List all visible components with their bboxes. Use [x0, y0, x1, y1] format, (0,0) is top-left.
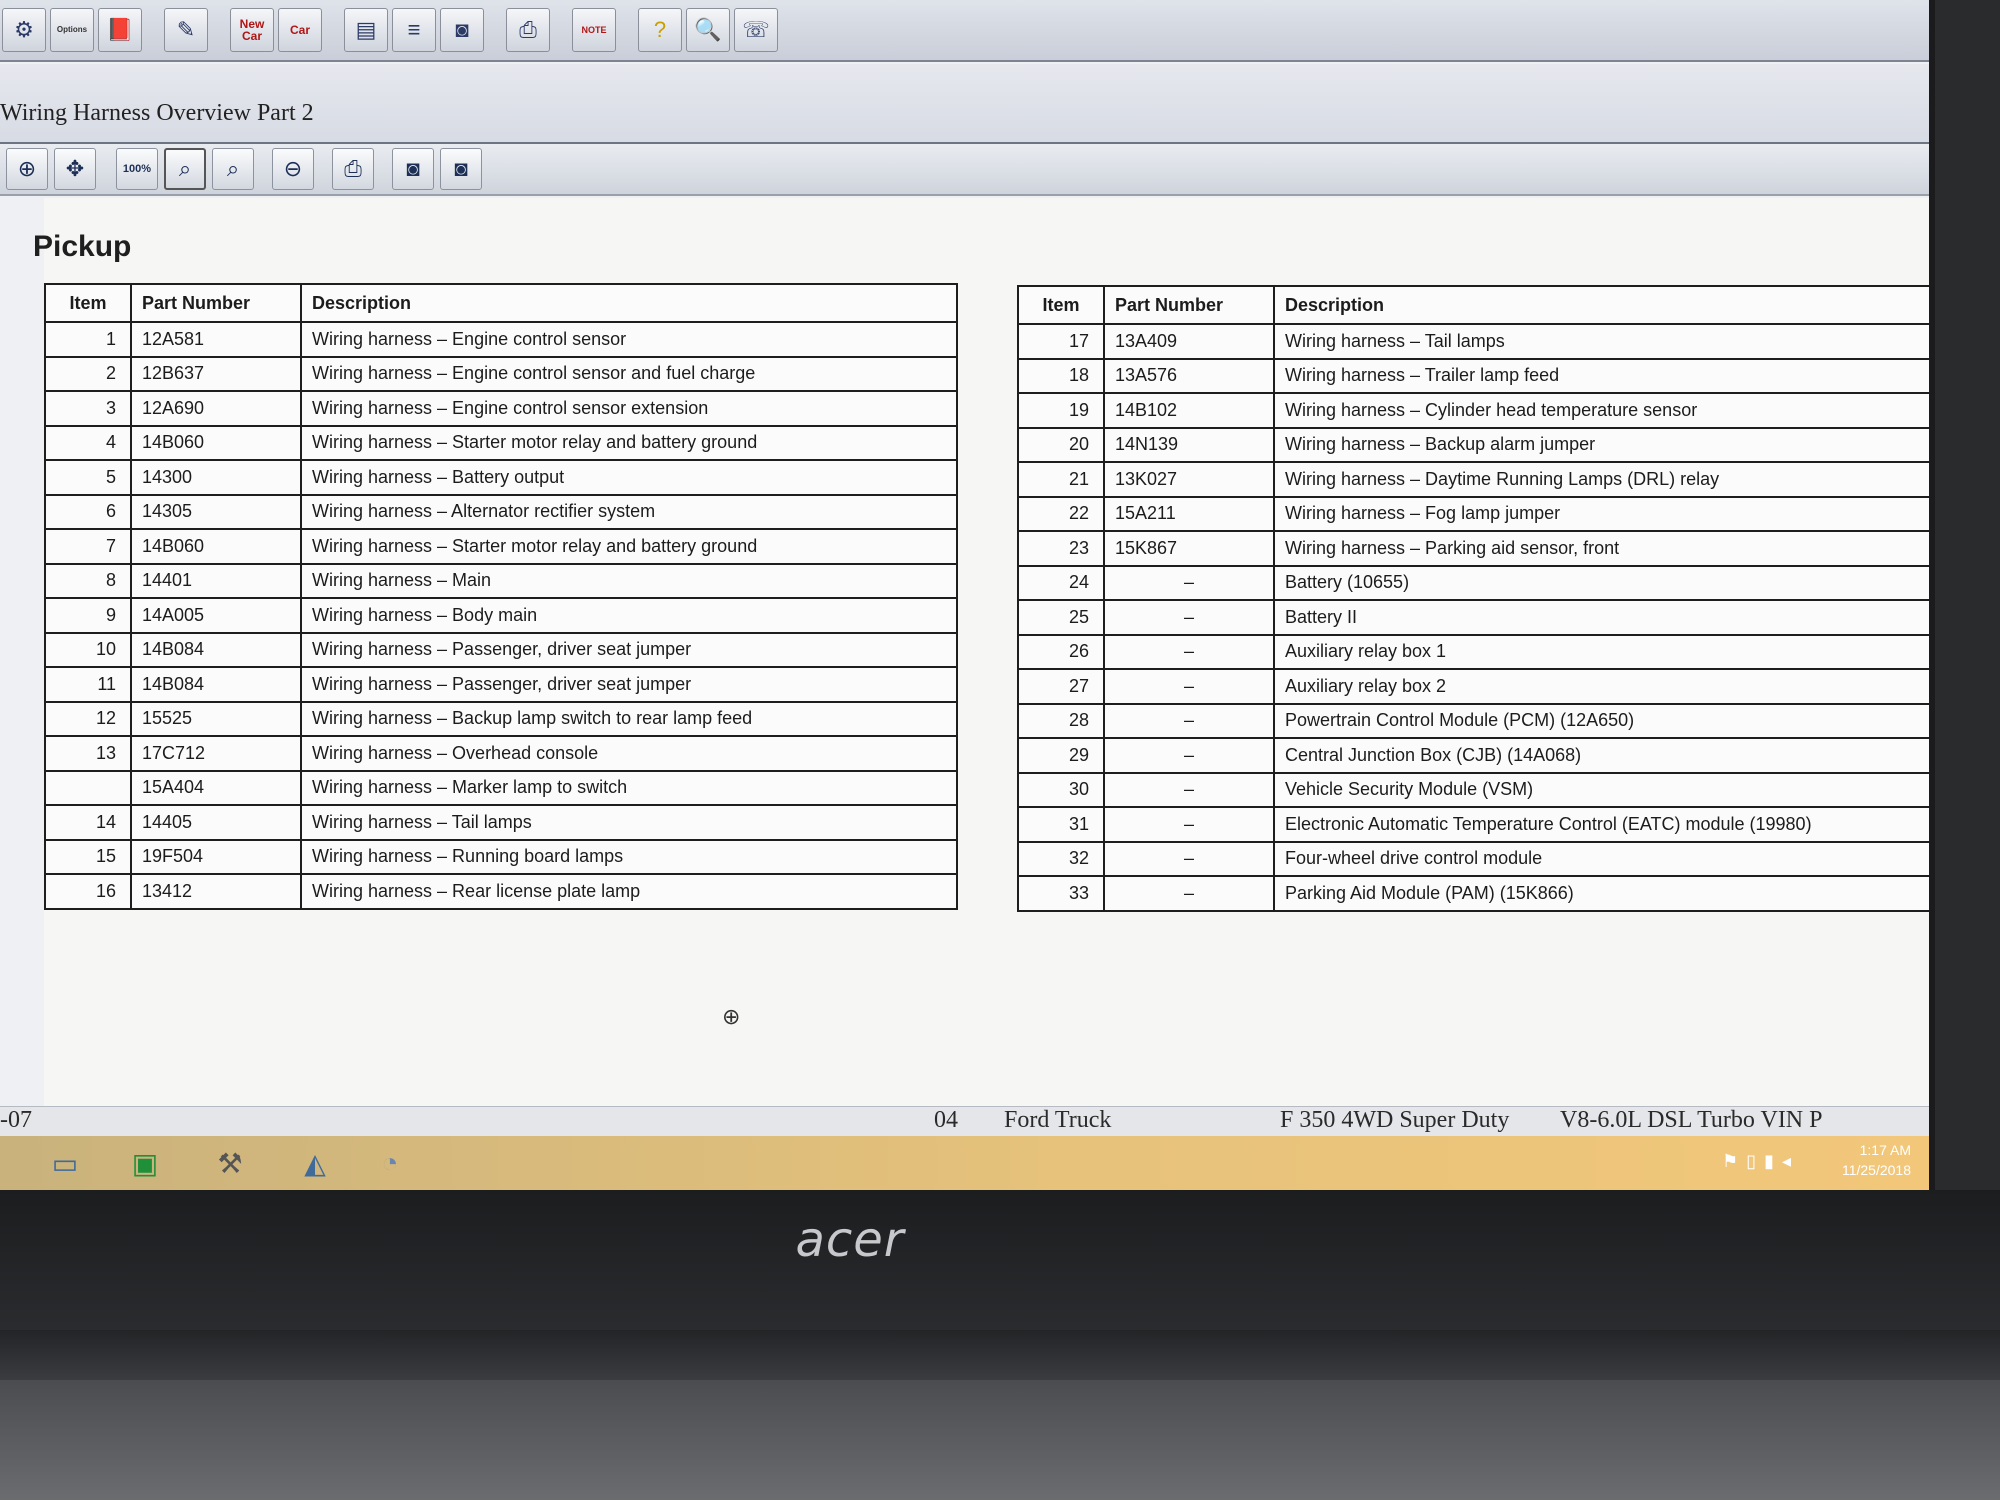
cell-part: 17C712 — [131, 736, 301, 771]
cell-desc: Wiring harness – Cylinder head temperature sensor — [1274, 393, 1935, 428]
cell-part: 12A690 — [131, 391, 301, 426]
cell-desc: Wiring harness – Marker lamp to switch — [301, 771, 957, 806]
document-list-icon[interactable]: ▤ — [344, 8, 388, 52]
taskbar — [0, 1136, 1929, 1190]
cell-desc: Electronic Automatic Temperature Control (EATC) module (19980) — [1274, 807, 1935, 842]
cell-desc: Wiring harness – Tail lamps — [301, 805, 957, 840]
cell-part: 12B637 — [131, 357, 301, 392]
cell-desc: Wiring harness – Parking aid sensor, front — [1274, 531, 1935, 566]
printer-icon[interactable]: ⎙ — [506, 8, 550, 52]
cell-part: 14B102 — [1104, 393, 1274, 428]
table-row — [1018, 359, 1935, 394]
zoom-out-icon[interactable]: ⊖ — [272, 148, 314, 190]
cell-item: 5 — [45, 460, 131, 495]
cell-part: 15525 — [131, 702, 301, 737]
file-explorer-icon[interactable]: ▭ — [51, 1147, 79, 1179]
cell-item: 19 — [1018, 393, 1104, 428]
cell-item: 3 — [45, 391, 131, 426]
cell-desc: Powertrain Control Module (PCM) (12A650) — [1274, 704, 1935, 739]
table-row — [1018, 324, 1935, 359]
cell-item: 9 — [45, 598, 131, 633]
printer-icon[interactable]: ⎙ — [332, 148, 374, 190]
cell-item: 23 — [1018, 531, 1104, 566]
cell-part: – — [1104, 600, 1274, 635]
cell-part: 14B060 — [131, 529, 301, 564]
column-header-part-number: Part Number — [131, 284, 301, 322]
cell-item: 4 — [45, 426, 131, 461]
section-title: Pickup — [33, 230, 132, 263]
table-row — [45, 391, 957, 426]
cell-part: 13A409 — [1104, 324, 1274, 359]
cell-desc: Wiring harness – Battery output — [301, 460, 957, 495]
app2-icon[interactable]: ◔ — [381, 1147, 399, 1178]
cell-desc: Wiring harness – Engine control sensor and fuel charge — [301, 357, 957, 392]
cell-desc: Wiring harness – Starter motor relay and battery ground — [301, 426, 957, 461]
table-row — [45, 702, 957, 737]
cell-part: 15A211 — [1104, 497, 1274, 532]
cell-part: 14B060 — [131, 426, 301, 461]
cell-desc: Battery II — [1274, 600, 1935, 635]
parts-table-left — [44, 283, 958, 910]
cell-item: 25 — [1018, 600, 1104, 635]
cell-item: 21 — [1018, 462, 1104, 497]
system-tray-icons[interactable]: ⚑▯▮◂ — [1722, 1151, 1799, 1171]
table-row — [1018, 566, 1935, 601]
status-make: Ford Truck — [1004, 1107, 1112, 1133]
cell-desc: Wiring harness – Rear license plate lamp — [301, 874, 957, 909]
cell-item: 22 — [1018, 497, 1104, 532]
cell-item: 31 — [1018, 807, 1104, 842]
parts-table-right — [1017, 285, 1935, 912]
column-header-description: Description — [1274, 286, 1935, 324]
new-car-icon[interactable] — [230, 8, 274, 52]
cell-item: 27 — [1018, 669, 1104, 704]
cell-item: 14 — [45, 805, 131, 840]
cell-desc: Wiring harness – Alternator rectifier system — [301, 495, 957, 530]
cell-part: 14A005 — [131, 598, 301, 633]
cell-part: – — [1104, 738, 1274, 773]
cell-part: 14305 — [131, 495, 301, 530]
cell-part: – — [1104, 669, 1274, 704]
status-year: 04 — [934, 1107, 958, 1133]
cell-item: 1 — [45, 322, 131, 357]
document-title: Wiring Harness Overview Part 2 — [0, 100, 314, 126]
camera-prev-icon[interactable]: ◙ — [392, 148, 434, 190]
camera-icon[interactable]: ◙ — [440, 8, 484, 52]
cell-part: – — [1104, 807, 1274, 842]
zoom-region-icon[interactable]: ⌕ — [212, 148, 254, 190]
cell-desc: Wiring harness – Tail lamps — [1274, 324, 1935, 359]
column-header-item: Item — [45, 284, 131, 322]
zoom-100-icon[interactable] — [116, 148, 158, 190]
app-icon[interactable]: ◭ — [304, 1147, 326, 1179]
column-header-item: Item — [1018, 286, 1104, 324]
table-row — [1018, 531, 1935, 566]
cell-item: 20 — [1018, 428, 1104, 463]
status-left: -07 — [0, 1107, 32, 1133]
table-row — [1018, 428, 1935, 463]
status-model: F 350 4WD Super Duty — [1280, 1107, 1510, 1133]
status-engine: V8-6.0L DSL Turbo VIN P — [1560, 1107, 1823, 1133]
cell-item: 24 — [1018, 566, 1104, 601]
cell-part: 13K027 — [1104, 462, 1274, 497]
table-row — [45, 840, 957, 875]
cell-item: 15 — [45, 840, 131, 875]
cell-part: 14N139 — [1104, 428, 1274, 463]
cell-desc: Wiring harness – Engine control sensor extension — [301, 391, 957, 426]
cell-item: 18 — [1018, 359, 1104, 394]
table-row — [1018, 876, 1935, 911]
table-row — [45, 426, 957, 461]
table-row — [1018, 773, 1935, 808]
table-row — [45, 598, 957, 633]
cell-item: 26 — [1018, 635, 1104, 670]
cell-desc: Wiring harness – Engine control sensor — [301, 322, 957, 357]
cell-item: 12 — [45, 702, 131, 737]
cell-item: 2 — [45, 357, 131, 392]
laptop-keyboard-deck — [0, 1380, 2000, 1500]
cell-desc: Four-wheel drive control module — [1274, 842, 1935, 877]
cell-item: 29 — [1018, 738, 1104, 773]
zoom-100-label: 100% — [122, 163, 152, 175]
cell-item: 16 — [45, 874, 131, 909]
table-row — [45, 460, 957, 495]
clock-date: 11/25/2018 — [1841, 1162, 1911, 1178]
view-toolbar — [0, 144, 1929, 196]
table-row — [45, 771, 957, 806]
laptop-brand-logo: acer — [795, 1212, 905, 1268]
car-label: Car — [289, 23, 310, 37]
cell-part: 14401 — [131, 564, 301, 599]
cell-part: – — [1104, 876, 1274, 911]
cell-desc: Auxiliary relay box 1 — [1274, 635, 1935, 670]
cell-item: 17 — [1018, 324, 1104, 359]
table-row — [45, 633, 957, 668]
table-row — [1018, 842, 1935, 877]
cell-part: – — [1104, 773, 1274, 808]
column-header-part-number: Part Number — [1104, 286, 1274, 324]
cell-desc: Wiring harness – Trailer lamp feed — [1274, 359, 1935, 394]
cell-part: 14B084 — [131, 633, 301, 668]
table-header — [1018, 286, 1935, 324]
cell-item: 33 — [1018, 876, 1104, 911]
book-icon[interactable]: 📕 — [98, 8, 142, 52]
car-service-icon[interactable]: ⚙ — [2, 8, 46, 52]
cell-desc: Wiring harness – Daytime Running Lamps (DRL) relay — [1274, 462, 1935, 497]
table-header — [45, 284, 957, 322]
table-row — [45, 805, 957, 840]
cell-desc: Wiring harness – Overhead console — [301, 736, 957, 771]
wrench-manual-icon[interactable]: ✎ — [164, 8, 208, 52]
table-row — [1018, 635, 1935, 670]
options-icon[interactable] — [50, 8, 94, 52]
main-toolbar — [0, 0, 1929, 62]
cell-part: 12A581 — [131, 322, 301, 357]
table-row — [45, 529, 957, 564]
cell-item: 13 — [45, 736, 131, 771]
table-row — [45, 667, 957, 702]
table-row — [1018, 704, 1935, 739]
cell-part: – — [1104, 635, 1274, 670]
table-row — [1018, 807, 1935, 842]
zoom-in-icon[interactable]: ⊕ — [6, 148, 48, 190]
laptop-hinge — [0, 1330, 2000, 1380]
note-label: NOTE — [581, 25, 607, 35]
cell-item: 30 — [1018, 773, 1104, 808]
text-align-icon[interactable]: ≡ — [392, 8, 436, 52]
table-row — [1018, 738, 1935, 773]
status-bar — [0, 1106, 1929, 1136]
cell-part: 14B084 — [131, 667, 301, 702]
cell-desc: Wiring harness – Body main — [301, 598, 957, 633]
zoom-cursor-icon: ⊕ — [722, 1004, 741, 1029]
cell-desc: Wiring harness – Passenger, driver seat jumper — [301, 633, 957, 668]
cell-desc: Central Junction Box (CJB) (14A068) — [1274, 738, 1935, 773]
fax-icon[interactable]: ☏ — [734, 8, 778, 52]
cell-desc: Wiring harness – Starter motor relay and battery ground — [301, 529, 957, 564]
cell-part: – — [1104, 566, 1274, 601]
cell-item: 11 — [45, 667, 131, 702]
cell-item: 8 — [45, 564, 131, 599]
cell-part: 13412 — [131, 874, 301, 909]
zoom-fit-icon[interactable]: ⌕ — [164, 148, 206, 190]
table-row — [1018, 600, 1935, 635]
cell-item: 28 — [1018, 704, 1104, 739]
table-row — [45, 564, 957, 599]
cell-item: 32 — [1018, 842, 1104, 877]
table-row — [1018, 497, 1935, 532]
cell-desc: Parking Aid Module (PAM) (15K866) — [1274, 876, 1935, 911]
cell-item: 10 — [45, 633, 131, 668]
table-row — [1018, 462, 1935, 497]
table-row — [45, 736, 957, 771]
note-icon[interactable] — [572, 8, 616, 52]
help-icon[interactable]: ? — [638, 8, 682, 52]
cell-part: – — [1104, 842, 1274, 877]
clock-time: 1:17 AM — [1859, 1142, 1911, 1158]
document-title-bar — [0, 64, 1929, 144]
cell-desc: Wiring harness – Passenger, driver seat jumper — [301, 667, 957, 702]
cell-desc: Wiring harness – Backup lamp switch to rear lamp feed — [301, 702, 957, 737]
table-row — [1018, 669, 1935, 704]
options-label: Options — [56, 25, 88, 34]
cell-item — [45, 771, 131, 806]
cell-part: 14300 — [131, 460, 301, 495]
camera-next-icon[interactable]: ◙ — [440, 148, 482, 190]
cell-part: – — [1104, 704, 1274, 739]
new-car-label: New Car — [239, 17, 265, 43]
cell-desc: Auxiliary relay box 2 — [1274, 669, 1935, 704]
cell-part: 15A404 — [131, 771, 301, 806]
store-icon[interactable]: ▣ — [131, 1147, 159, 1179]
cell-part: 19F504 — [131, 840, 301, 875]
diagnostic-tool-icon[interactable]: ⚒ — [217, 1147, 243, 1179]
search-tool-icon[interactable]: 🔍 — [686, 8, 730, 52]
cell-desc: Wiring harness – Backup alarm jumper — [1274, 428, 1935, 463]
cell-part: 15K867 — [1104, 531, 1274, 566]
cell-item: 6 — [45, 495, 131, 530]
table-row — [45, 495, 957, 530]
clock[interactable] — [1842, 1140, 1911, 1180]
table-row — [1018, 393, 1935, 428]
column-header-description: Description — [301, 284, 957, 322]
cell-part: 13A576 — [1104, 359, 1274, 394]
cell-item: 7 — [45, 529, 131, 564]
table-row — [45, 357, 957, 392]
cell-part: 14405 — [131, 805, 301, 840]
cell-desc: Wiring harness – Main — [301, 564, 957, 599]
cell-desc: Wiring harness – Running board lamps — [301, 840, 957, 875]
car-icon[interactable] — [278, 8, 322, 52]
cell-desc: Battery (10655) — [1274, 566, 1935, 601]
cell-desc: Wiring harness – Fog lamp jumper — [1274, 497, 1935, 532]
cell-desc: Vehicle Security Module (VSM) — [1274, 773, 1935, 808]
pan-icon[interactable]: ✥ — [54, 148, 96, 190]
table-row — [45, 874, 957, 909]
table-row — [45, 322, 957, 357]
